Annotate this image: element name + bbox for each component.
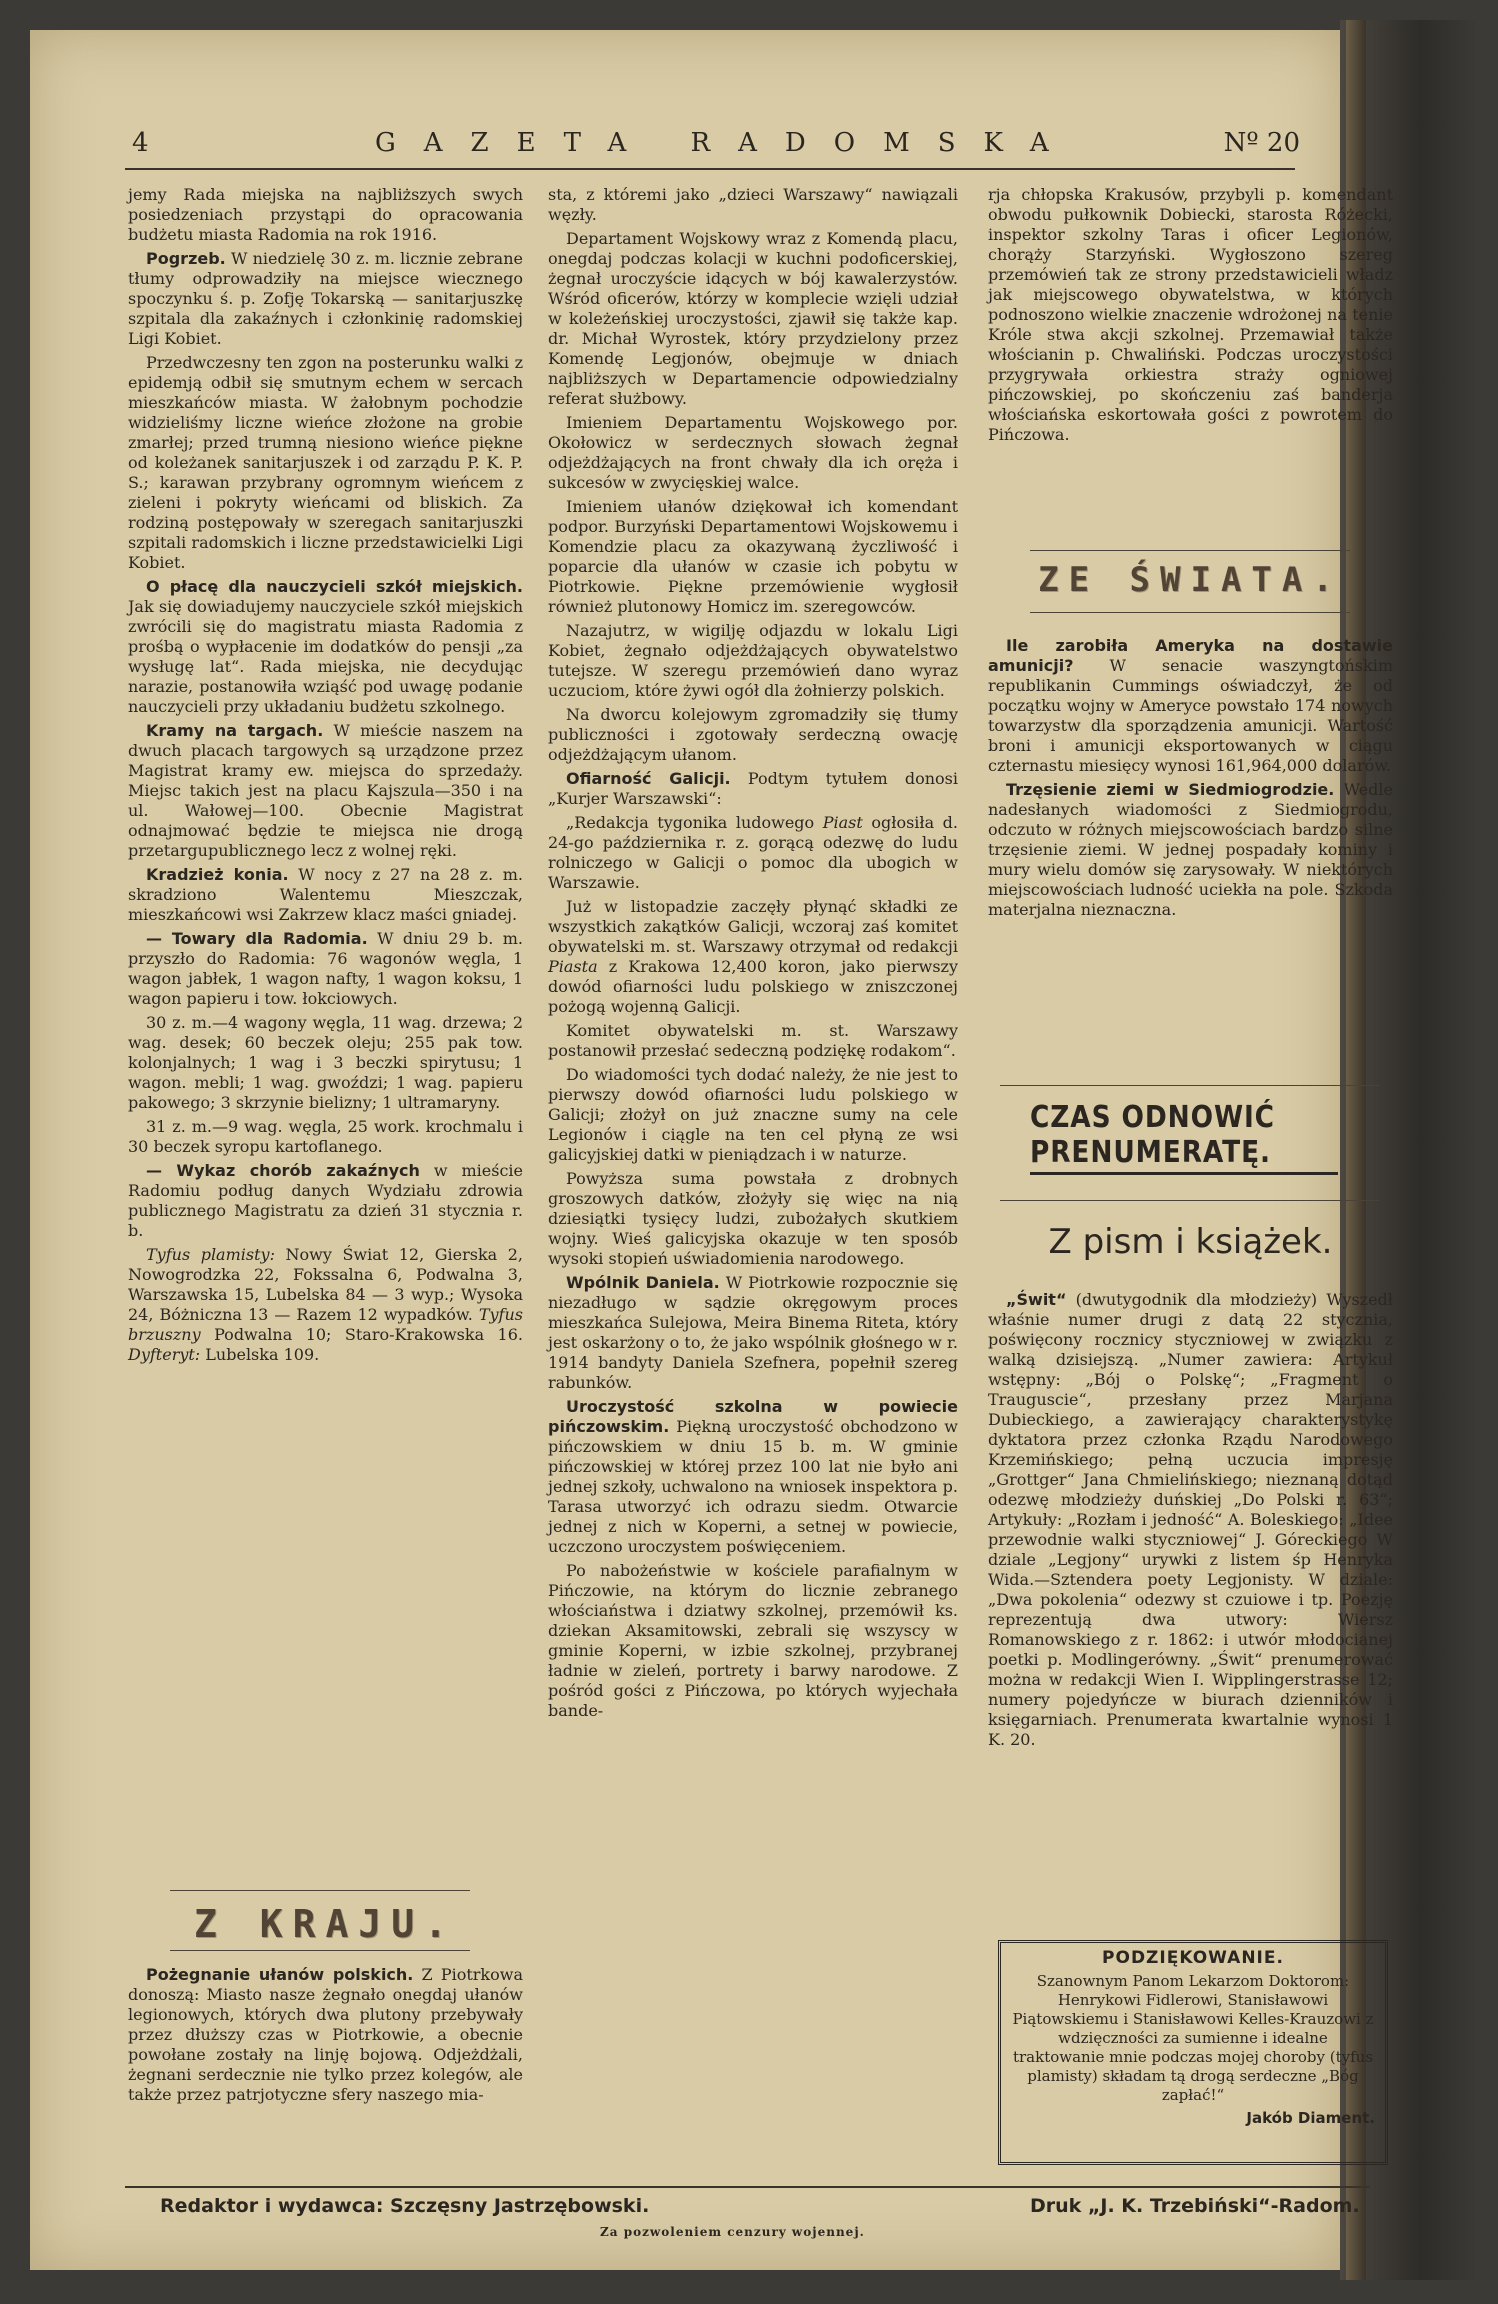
column-1 — [128, 185, 523, 1369]
divider — [1000, 1085, 1380, 1086]
article-text: W nocy z 27 na 28 z. m. skradziono Walentemu Mieszczak, mieszkańcowi wsi Zakrzew klacz maści gniadej. — [128, 865, 523, 924]
article-lead: Wpólnik Daniela. — [566, 1273, 720, 1292]
article-text: Imieniem ułanów dziękował ich komendant podpor. Burzyński Departamentowi Wojskowemu i Komendzie placu za okazywaną życzliwość i poparcie dla ułanów w czasie ich pobytu w Piotrkowie. Piękne przemówienie wygłosił również plutonowy Homicz im. szeregowców. — [548, 497, 958, 616]
article-text: W niedzielę 30 z. m. licznie zebrane tłumy odprowadziły na miejsce wiecznego spoczynku ś. p. Zofję Tokarską — sanitarjuszkę szpitala dla zakaźnych i członkinię radomskiej Ligi Kobiet. — [128, 249, 523, 348]
article-lead: Ile zarobiła Ameryka na dostawie amunicji? — [988, 636, 1393, 675]
article-text: Nazajutrz, w wigilję odjazdu w lokalu Ligi Kobiet, żegnało odjeżdżających obywatelstwo tutejsze. W szeregu przemówień dano wyraz uczuciom, które żywi ogół dla żołnierzy polskich. — [548, 621, 958, 700]
article-trzesienie — [988, 780, 1393, 920]
article-lead: O płacę dla nauczycieli szkół miejskich. — [146, 577, 523, 596]
column-3-books — [988, 1290, 1393, 1754]
article-ameryka — [988, 636, 1393, 776]
article-text: Już w listopadzie zaczęły płynąć składki ze wszystkich zakątków Galicji, wczoraj zaś komitet obywatelski m. st. Warszawy otrzymał od redakcji — [548, 897, 958, 956]
article-text: (dwutygodnik dla młodzieży) Wyszedł właśnie numer drugi z datą 22 stycznia, poświęcony rocznicy styczniowej w związku z walką dzisiejszą. „Numer zawiera: Artykuł wstępny: „Bój o Polskę“; „Fragment o Trauguscie“, przesłany przez Marjana Dubieckiego, a zawierający charakterystykę dyktatora przez członka Rządu Narodowego Krzemińskiego; pełną uczucia impresję „Grottger“ Jana Chmielińskiego; nieznaną dotąd odezwę młodzieży duńskiej „Do Polski r. 63“; Artykuły: „Rozłam i jedność“ A. Boleskiego: „Idee przewodnie walki styczniowej“ J. Góreckiego W dziale „Legjony“ urywki z listem śp Henryka Wida.—Sztendera poety Legjonisty. W dziale: „Dwa pokolenia“ odezwy st czuiowe i tp. Poezję reprezentują dwa utwory: Wiersz Romanowskiego z r. 1862: i utwór młodocianej poetki p. Modlingerówny. „Świt“ prenumerować można w redakcji Wien I. Wipplingerstrasse 12; numery pojedyńcze w biurach dzienników i księgarniach. Prenumerata kwartalnie wynosi 1 K. 20. — [988, 1290, 1393, 1749]
article-text: Jak się dowiadujemy nauczyciele szkół miejskich zwrócili się do magistratu miasta Radomia z prośbą o wypłacenie im dodatków do pensji „za wysługę lat“. Rada miejska, nie decydując narazie, postanowiła wziąść pod uwagę podanie nauczycieli przy układaniu budżetu szkolnego. — [128, 597, 523, 716]
article-lead: — Wykaz chorób zakaźnych — [146, 1161, 420, 1180]
article-text: W mieście naszem na dwuch placach targowych są urządzone przez Magistrat kramy ew. miejsca do sprzedaży. Miejsc takich jest na placu Kajszula—350 i na ul. Wałowej—100. Obecnie Magistrat odnajmować będzie te miejsca nie drogą przetargupublicznego lecz z wolnej ręki. — [128, 721, 523, 860]
divider — [170, 1950, 470, 1951]
article-text: Po nabożeństwie w kościele parafialnym w Pińczowie, na którym do licznie zebranego włościaństwa i dziatwy szkolnej, przemówił ks. dziekan Aksamitowski, zebrali się wszyscy w gminie Koperni, w izbie szkolnej, przybranej ładnie w zieleń, portrety i barwy narodowe. Z pośród gości z Pińczowa, po których wyjechała bande- — [548, 1561, 958, 1720]
article-text: Imieniem Departamentu Wojskowego por. Okołowicz w serdecznych słowach żegnał odjeżdżających na front chwały dla ich oręża i sukcesów w zwycięskiej walce. — [548, 413, 958, 492]
article-text: Podtym tytułem donosi „Kurjer Warszawski“: — [548, 769, 958, 808]
subscription-banner: CZAS ODNOWIĆ PRENUMERATĘ. — [1030, 1100, 1338, 1175]
header-rule — [125, 168, 1295, 170]
article-text: Komitet obywatelski m. st. Warszawy postanowił przesłać sedeczną podziękę rodakom“. — [548, 1021, 958, 1060]
article-text: Nowy Świat 12, Gierska 2, Nowogrodzka 22, Fokssalna 6, Podwalna 3, Warszawska 15, Lubelska 84 — 3 wyp.; Wysoka 24, Bóżniczna 13 — Razem 12 wypadków. — [128, 1245, 524, 1324]
typhus-label: Tyfus plamisty: — [146, 1245, 275, 1264]
article-text: Powyższa suma powstała z drobnych groszowych datków, złożyły się więc na nią dziesiątki tysięcy ludzi, zubożałych skutkiem wojny. Wieś galicyjska okazuje w ten sposób wysoki stopień uświadomienia narodowego. — [548, 1169, 958, 1268]
notice-signature: Jakób Diament. — [1246, 2109, 1375, 2127]
footer-printer: Druk „J. K. Trzebiński“-Radom. — [1030, 2195, 1360, 2217]
article-text: „Redakcja tygonika ludowego — [566, 813, 815, 832]
article-text: Do wiadomości tych dodać należy, że nie jest to pierwszy dowód ofiarności ludu polskiego w Galicji; złożył on już znaczne sumy na cele Legionów i ciągle na ten cel płyną ze wsi galicyjskiej datki w pieniądzach i w naturze. — [548, 1065, 958, 1164]
article-text: W dniu 29 b. m. przyszło do Radomia: 76 wagonów węgla, 1 wagon jabłek, 1 wagon nafty, 1 wagon koksu, 1 wagon papieru i tow. łokciowych. — [128, 929, 524, 1008]
article-text: Podwalna 10; Staro-Krakowska 16. — [214, 1325, 523, 1344]
divider — [1000, 1200, 1380, 1201]
article-text: 31 z. m.—9 wag. węgla, 25 work. krochmalu i 30 beczek syropu kartoflanego. — [128, 1117, 523, 1156]
brzuszny-label: Tyfus brzuszny — [128, 1305, 523, 1344]
article-placa — [128, 577, 523, 717]
article-kramy — [128, 721, 523, 861]
article-quote — [548, 813, 958, 893]
section-title-kraju: Z KRAJU. — [193, 1902, 458, 1946]
footer-rule — [125, 2186, 1370, 2188]
divider — [1030, 612, 1350, 613]
article-ofiarnosc — [548, 769, 958, 809]
thank-you-notice — [998, 1940, 1388, 2165]
divider — [170, 1890, 470, 1891]
article-lead: Kradzież konia. — [146, 865, 289, 884]
article-text: Lubelska 109. — [205, 1345, 320, 1364]
article-lead: Pożegnanie ułanów polskich. — [146, 1965, 414, 1984]
page-header — [120, 128, 1300, 168]
article-lead: Pogrzeb. — [146, 249, 226, 268]
article-text: ogłosiła d. 24-go października r. z. gorącą odezwę do ludu rolniczego w Galicji o pomoc dla ubogich w Warszawie. — [548, 813, 959, 892]
footer-censor: Za pozwoleniem cenzury wojennej. — [600, 2225, 865, 2239]
article-text: Z Piotrkowa donoszą: Miasto nasze żegnało onegdaj ułanów legionowych, których dwa plutony przebywały przez dłuższy czas w Piotrkowie, a obecnie powołane zostały na linję bojową. Odjeżdżali, żegnani serdecznie nie tylko przez kolegów, ale także przez patrjotyczne sfery naszego mia- — [128, 1965, 523, 2104]
article-lead: Kramy na targach. — [146, 721, 324, 740]
article-lead: Trzęsienie ziemi w Siedmiogrodzie. — [1006, 780, 1335, 799]
article-text: jemy Rada miejska na najbliższych swych posiedzeniach przystąpi do opracowania budżetu miasta Radomia na rok 1916. — [128, 185, 523, 244]
article-urocz — [548, 1397, 958, 1557]
article-text: rja chłopska Krakusów, przybyli p. komendant obwodu pułkownik Dobiecki, starosta Różecki, inspektor szkolny Taras i oficer Legionów, chorąży Starzyński. Wygłoszono szereg przemówień tak ze strony przedstawicieli władz jak miejscowego obywatelstwa, w których podnoszono wielkie znaczenie wdrożonej na tenie Króle stwa akcji szkolnej. Przemawiał także włościanin p. Chwaliński. Podczas uroczystości przygrywała orkiestra straży ogniowej pińczowskiej, po skończeniu zaś banderja włościańska eskortowała gości z powrotem do Pińczowa. — [988, 185, 1393, 444]
article-lead: „Świt“ — [1006, 1290, 1067, 1309]
article-text: Przedwczesny ten zgon na posterunku walki z epidemją odbił się smutnym echem w sercach mieszkańców miasta. W żałobnym pochodzie widzieliśmy liczne wieńce złożone na grobie zmarłej; przed trumną niesiono wieńce piękne od koleżanek sanitarjuszek i od zarządu P. K. P. S.; karawan przybrany ogromnym wieńcem z zieleni i pokryty wieńcami od bliskich. Za rodziną postępowały w szeregach sanitarjuszki szpitali radomskich i liczne przedstawicielki Ligi Kobiet. — [128, 353, 523, 572]
article-typhus — [128, 1245, 523, 1365]
page-number: 4 — [132, 128, 149, 158]
article-pozegnanie — [128, 1965, 523, 2105]
article-text: Piękną uroczystość obchodzono w pińczowskiem w dniu 15 b. m. W gminie pińczowskiej w której przez 100 lat nie było ani jednej szkoły, uchwalono na wniosek inspektora p. Tarasa utworzyć ich odrazu siedm. Otwarcie jednej z nich w Koperni, a setnej w powiecie, uczczono uroczystem poświęceniem. — [548, 1417, 958, 1556]
article-text: z Krakowa 12,400 koron, jako pierwszy dowód ofiarności ludu polskiego w zniszczonej pożogą wojenną Galicji. — [548, 957, 958, 1016]
section-title-pism: Z pism i książek. — [1048, 1222, 1333, 1262]
column-1-bottom — [128, 1965, 523, 2109]
column-3 — [988, 185, 1393, 449]
article-text: W senacie waszyngtońskim republikanin Cummings oświadczył, że od początku wojny w Ameryce powstało 174 nowych towarzystw dla sporządzenia amunicji. Wartość broni i amunicji eksportowanych w ciągu czternastu miesięcy wynosi 161,964,000 dolarów. — [988, 656, 1393, 775]
article-text: W Piotrkowie rozpocznie się niezadługo w sądzie okręgowym proces mieszkańca Sulejowa, Meira Binema Riteta, który jest oskarżony o to, że jako wspólnik głośnego w r. 1914 bandyty Daniela Szefnera, popełnił szereg rabunków. — [548, 1273, 959, 1392]
article-text: Na dworcu kolejowym zgromadziły się tłumy publiczności i zgotowały serdeczną owację odjeżdżającym ułanom. — [548, 705, 958, 764]
article-text: w mieście Radomiu podług danych Wydziału zdrowia publicznego Magistratu za dzień 31 stycznia r. b. — [128, 1161, 524, 1240]
newspaper-title: GAZETA RADOMSKA — [375, 128, 1077, 158]
article-pogrzeb — [128, 249, 523, 349]
notice-title: PODZIĘKOWANIE. — [1102, 1948, 1284, 1968]
column-3-world — [988, 636, 1393, 924]
section-title-swiata: ZE ŚWIATA. — [1038, 560, 1343, 600]
piast-title: Piast — [822, 813, 863, 832]
article-lead: — Towary dla Radomia. — [146, 929, 368, 948]
article-quote — [548, 897, 958, 1017]
article-towary — [128, 929, 523, 1009]
article-text: 30 z. m.—4 wagony węgla, 11 wag. drzewa; 2 wag. desek; 60 beczek oleju; 255 pak tow. kolonjalnych; 1 wag i 3 beczki spirytusu; 1 wagon. mebli; 1 wag. gwoździ; 1 wag. papieru pakowego; 3 skrzynie bielizny; 1 ultramaryny. — [128, 1013, 523, 1112]
article-text: Wedle nadesłanych wiadomości z Siedmiogrodu, odczuto w różnych miejscowościach bardzo silne trzęsienie ziemi. W jednej pospadały kominy i mury wielu domów się zarysowały. W niektórych miejscowościach ludność uciekła na pole. Szkoda materjalna nieznaczna. — [988, 780, 1393, 919]
article-text: Departament Wojskowy wraz z Komendą placu, onegdaj podczas kolacji w kuchni podoficerskiej, żegnał uroczyście idących w bój kawalerzystów. Wśród oficerów, którzy w komplecie wzięli udział w koleżeńskiej uroczystości, zjawił się także kap. dr. Michał Wyrostek, który przydzielony przez Komendę Legjonów, obejmuje w dniach najbliższych w Departamencie odpowiedzialny referat służbowy. — [548, 229, 958, 408]
article-lead: Ofiarność Galicji. — [566, 769, 731, 788]
issue-number: Nº 20 — [1223, 128, 1300, 158]
footer-editor: Redaktor i wydawca: Szczęsny Jastrzębowski. — [160, 2195, 650, 2217]
column-2 — [548, 185, 958, 1725]
article-wpolnik — [548, 1273, 958, 1393]
article-lead: Uroczystość szkolna w powiecie pińczowskim. — [548, 1397, 958, 1436]
dyfteryt-label: Dyfteryt: — [128, 1345, 201, 1364]
divider — [1030, 550, 1350, 551]
article-swit — [988, 1290, 1393, 1750]
piasta-title: Piasta — [548, 957, 598, 976]
article-wykaz — [128, 1161, 523, 1241]
article-kradziez — [128, 865, 523, 925]
notice-body: Szanownym Panom Lekarzom Doktorom: Henrykowi Fidlerowi, Stanisławowi Piątowskiemu i Stanisławowi Kelles-Krauzowi z wdzięczności za sumienne i idealne traktowanie mnie podczas mojej choroby (tyfus plamisty) składam tą drogą serdeczne „Bóg zapłać!“ — [1012, 1972, 1374, 2104]
article-text: sta, z któremi jako „dzieci Warszawy“ nawiązali węzły. — [548, 185, 958, 224]
